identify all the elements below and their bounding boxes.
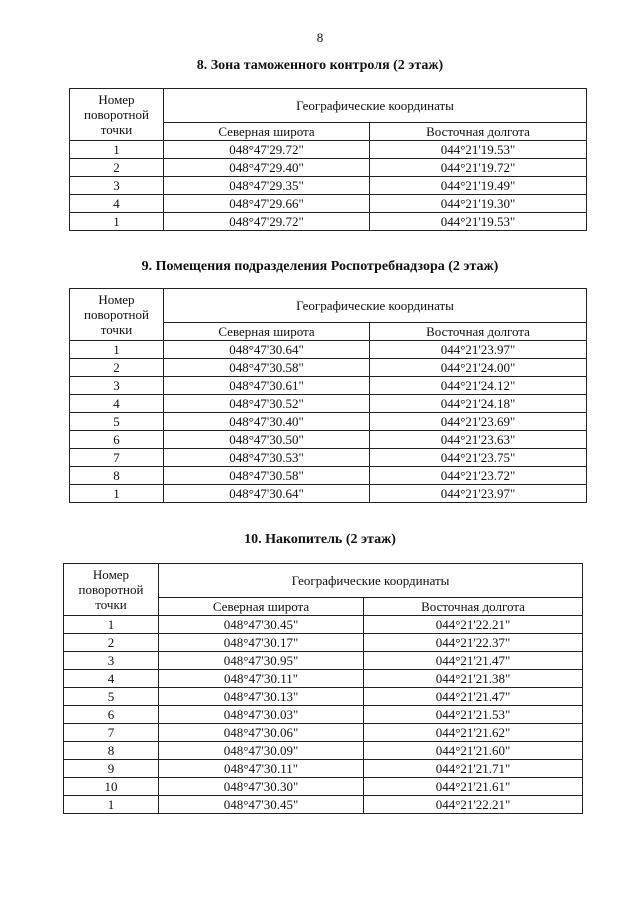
table-row bbox=[70, 413, 587, 431]
header-point-number bbox=[70, 289, 164, 341]
point-number-cell: 1 bbox=[70, 341, 164, 359]
longitude-cell: 044°21'22.21" bbox=[364, 796, 583, 814]
table-row bbox=[64, 796, 583, 814]
point-number-cell: 4 bbox=[70, 195, 164, 213]
longitude-cell: 044°21'23.72" bbox=[370, 467, 587, 485]
longitude-cell: 044°21'21.38" bbox=[364, 670, 583, 688]
point-number-cell: 8 bbox=[64, 742, 159, 760]
section-title: 8. Зона таможенного контроля (2 этаж) bbox=[196, 58, 444, 73]
table-row bbox=[70, 449, 587, 467]
section-title: 10. Накопитель (2 этаж) bbox=[244, 532, 396, 547]
table-row bbox=[70, 485, 587, 503]
latitude-cell: 048°47'30.13" bbox=[159, 688, 364, 706]
point-number-cell: 2 bbox=[70, 159, 164, 177]
latitude-cell: 048°47'30.64" bbox=[164, 341, 370, 359]
longitude-cell: 044°21'19.49" bbox=[370, 177, 587, 195]
latitude-cell: 048°47'30.09" bbox=[159, 742, 364, 760]
table-row bbox=[64, 634, 583, 652]
table-row bbox=[64, 724, 583, 742]
latitude-cell: 048°47'29.72" bbox=[164, 141, 370, 159]
latitude-cell: 048°47'30.58" bbox=[164, 467, 370, 485]
header-geo-coordinates: Географические координаты bbox=[159, 564, 583, 598]
longitude-cell: 044°21'24.00" bbox=[370, 359, 587, 377]
latitude-cell: 048°47'30.52" bbox=[164, 395, 370, 413]
longitude-cell: 044°21'21.60" bbox=[364, 742, 583, 760]
latitude-cell: 048°47'30.03" bbox=[159, 706, 364, 724]
table-row bbox=[70, 377, 587, 395]
latitude-cell: 048°47'30.30" bbox=[159, 778, 364, 796]
longitude-cell: 044°21'22.21" bbox=[364, 616, 583, 634]
header-point-number bbox=[70, 89, 164, 141]
point-number-cell: 7 bbox=[64, 724, 159, 742]
latitude-cell: 048°47'30.17" bbox=[159, 634, 364, 652]
section-title: 9. Помещения подразделения Роспотребнадзора (2 этаж) bbox=[141, 259, 499, 274]
header-north-latitude: Северная широта bbox=[159, 598, 364, 616]
longitude-cell: 044°21'22.37" bbox=[364, 634, 583, 652]
longitude-cell: 044°21'23.75" bbox=[370, 449, 587, 467]
latitude-cell: 048°47'29.72" bbox=[164, 213, 370, 231]
latitude-cell: 048°47'29.35" bbox=[164, 177, 370, 195]
point-number-cell: 9 bbox=[64, 760, 159, 778]
table-row bbox=[70, 467, 587, 485]
table-row bbox=[64, 670, 583, 688]
latitude-cell: 048°47'29.66" bbox=[164, 195, 370, 213]
table-row bbox=[70, 141, 587, 159]
longitude-cell: 044°21'21.62" bbox=[364, 724, 583, 742]
longitude-cell: 044°21'21.61" bbox=[364, 778, 583, 796]
longitude-cell: 044°21'21.53" bbox=[364, 706, 583, 724]
latitude-cell: 048°47'30.61" bbox=[164, 377, 370, 395]
longitude-cell: 044°21'24.18" bbox=[370, 395, 587, 413]
point-number-cell: 7 bbox=[70, 449, 164, 467]
table-row bbox=[70, 213, 587, 231]
header-point-number-line: точки bbox=[100, 322, 133, 337]
header-geo-coordinates: Географические координаты bbox=[164, 289, 587, 323]
longitude-cell: 044°21'23.63" bbox=[370, 431, 587, 449]
longitude-cell: 044°21'23.97" bbox=[370, 485, 587, 503]
coordinates-table bbox=[63, 563, 583, 814]
table-row bbox=[70, 159, 587, 177]
point-number-cell: 3 bbox=[64, 652, 159, 670]
table-row bbox=[70, 359, 587, 377]
point-number-cell: 1 bbox=[64, 796, 159, 814]
latitude-cell: 048°47'30.11" bbox=[159, 760, 364, 778]
table-row bbox=[70, 195, 587, 213]
point-number-cell: 1 bbox=[70, 485, 164, 503]
header-point-number-line: точки bbox=[95, 597, 127, 612]
table-row bbox=[70, 177, 587, 195]
point-number-cell: 8 bbox=[70, 467, 164, 485]
point-number-cell: 2 bbox=[70, 359, 164, 377]
longitude-cell: 044°21'19.72" bbox=[370, 159, 587, 177]
header-point-number-line: поворотной bbox=[78, 582, 144, 597]
header-geo-coordinates: Географические координаты bbox=[164, 89, 587, 123]
latitude-cell: 048°47'30.45" bbox=[159, 616, 364, 634]
table-row bbox=[64, 706, 583, 724]
point-number-cell: 6 bbox=[64, 706, 159, 724]
table-row bbox=[64, 760, 583, 778]
latitude-cell: 048°47'30.58" bbox=[164, 359, 370, 377]
table-row bbox=[64, 652, 583, 670]
longitude-cell: 044°21'21.47" bbox=[364, 652, 583, 670]
point-number-cell: 6 bbox=[70, 431, 164, 449]
longitude-cell: 044°21'21.47" bbox=[364, 688, 583, 706]
table-row bbox=[70, 341, 587, 359]
longitude-cell: 044°21'23.97" bbox=[370, 341, 587, 359]
point-number-cell: 4 bbox=[70, 395, 164, 413]
latitude-cell: 048°47'30.11" bbox=[159, 670, 364, 688]
longitude-cell: 044°21'19.53" bbox=[370, 141, 587, 159]
latitude-cell: 048°47'30.06" bbox=[159, 724, 364, 742]
header-north-latitude: Северная широта bbox=[164, 323, 370, 341]
header-point-number-line: точки bbox=[100, 122, 133, 137]
table-row bbox=[64, 742, 583, 760]
header-point-number-line: Номер bbox=[98, 292, 135, 307]
latitude-cell: 048°47'30.50" bbox=[164, 431, 370, 449]
page-number: 8 bbox=[316, 30, 324, 45]
coordinates-table bbox=[69, 288, 587, 503]
latitude-cell: 048°47'30.45" bbox=[159, 796, 364, 814]
table-row bbox=[64, 688, 583, 706]
table-row bbox=[70, 431, 587, 449]
point-number-cell: 1 bbox=[64, 616, 159, 634]
point-number-cell: 3 bbox=[70, 177, 164, 195]
header-east-longitude: Восточная долгота bbox=[364, 598, 583, 616]
coordinates-table bbox=[69, 88, 587, 231]
header-point-number bbox=[64, 564, 159, 616]
latitude-cell: 048°47'30.40" bbox=[164, 413, 370, 431]
header-point-number-line: поворотной bbox=[84, 107, 149, 122]
point-number-cell: 5 bbox=[70, 413, 164, 431]
latitude-cell: 048°47'30.95" bbox=[159, 652, 364, 670]
latitude-cell: 048°47'30.53" bbox=[164, 449, 370, 467]
header-east-longitude: Восточная долгота bbox=[370, 323, 587, 341]
point-number-cell: 3 bbox=[70, 377, 164, 395]
latitude-cell: 048°47'29.40" bbox=[164, 159, 370, 177]
point-number-cell: 4 bbox=[64, 670, 159, 688]
longitude-cell: 044°21'23.69" bbox=[370, 413, 587, 431]
point-number-cell: 1 bbox=[70, 213, 164, 231]
point-number-cell: 1 bbox=[70, 141, 164, 159]
longitude-cell: 044°21'21.71" bbox=[364, 760, 583, 778]
header-point-number-line: Номер bbox=[98, 92, 135, 107]
point-number-cell: 10 bbox=[64, 778, 159, 796]
header-east-longitude: Восточная долгота bbox=[370, 123, 587, 141]
table-row bbox=[64, 778, 583, 796]
longitude-cell: 044°21'24.12" bbox=[370, 377, 587, 395]
header-point-number-line: Номер bbox=[92, 567, 130, 582]
longitude-cell: 044°21'19.53" bbox=[370, 213, 587, 231]
table-row bbox=[70, 395, 587, 413]
longitude-cell: 044°21'19.30" bbox=[370, 195, 587, 213]
header-north-latitude: Северная широта bbox=[164, 123, 370, 141]
latitude-cell: 048°47'30.64" bbox=[164, 485, 370, 503]
table-row bbox=[64, 616, 583, 634]
point-number-cell: 2 bbox=[64, 634, 159, 652]
header-point-number-line: поворотной bbox=[84, 307, 149, 322]
point-number-cell: 5 bbox=[64, 688, 159, 706]
